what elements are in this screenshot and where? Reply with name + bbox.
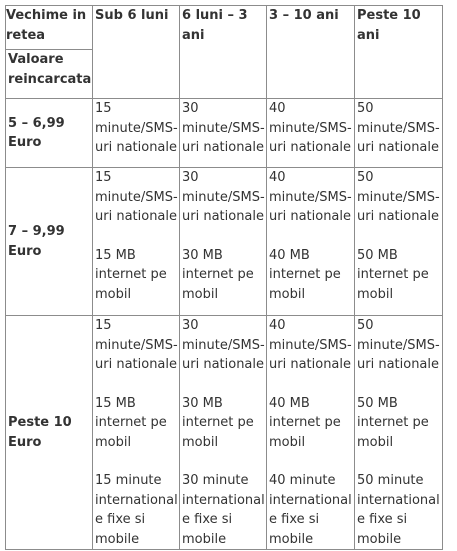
cell-spacer: [95, 452, 179, 471]
cell-line: 50 minute/SMS-uri nationale: [357, 318, 440, 372]
row-label: 5 – 6,99 Euro: [6, 99, 93, 168]
cell-line: 50 minute/SMS-uri nationale: [357, 101, 440, 155]
table-cell: [267, 99, 355, 168]
cell-spacer: [95, 227, 179, 246]
cell-line: 50 minute/SMS-uri nationale: [357, 170, 440, 224]
cell-line: 40 minute internationale fixe si mobile: [269, 473, 352, 547]
cell-line: 15 minute/SMS-uri nationale: [95, 101, 178, 155]
cell-line: 40 minute/SMS-uri nationale: [269, 170, 352, 224]
table-cell: [267, 316, 355, 550]
table-cell: [355, 99, 443, 168]
cell-line: 15 MB internet pe mobil: [95, 247, 167, 302]
cell-spacer: [95, 375, 179, 394]
column-header: 3 – 10 ani: [267, 6, 355, 99]
cell-line: 30 MB internet pe mobil: [182, 247, 254, 302]
cell-line: 30 minute/SMS-uri nationale: [182, 170, 265, 224]
table-cell: [93, 99, 180, 168]
table-cell: [267, 168, 355, 316]
cell-line: 40 minute/SMS-uri nationale: [269, 318, 352, 372]
cell-spacer: [182, 375, 266, 394]
cell-line: 30 minute/SMS-uri nationale: [182, 101, 265, 155]
cell-line: 15 minute/SMS-uri nationale: [95, 170, 178, 224]
cell-spacer: [269, 227, 354, 246]
cell-line: 30 minute internationale fixe si mobile: [182, 473, 265, 547]
table-cell: [180, 168, 267, 316]
cell-spacer: [269, 375, 354, 394]
table-cell: [93, 168, 180, 316]
cell-line: 15 MB internet pe mobil: [95, 395, 167, 450]
cell-line: 30 MB internet pe mobil: [182, 395, 254, 450]
cell-line: 40 MB internet pe mobil: [269, 395, 341, 450]
corner-header-bottom: Valoare reincarcata: [8, 52, 92, 87]
table-cell: [180, 316, 267, 550]
table-cell: [355, 316, 443, 550]
cell-line: 30 minute/SMS-uri nationale: [182, 318, 265, 372]
column-header: Peste 10 ani: [355, 6, 443, 99]
cell-spacer: [357, 375, 442, 394]
cell-line: 50 minute internationale fixe si mobile: [357, 473, 440, 547]
cell-line: 15 minute internationale fixe si mobile: [95, 473, 178, 547]
cell-line: 40 minute/SMS-uri nationale: [269, 101, 352, 155]
column-header: 6 luni – 3 ani: [180, 6, 267, 99]
cell-spacer: [182, 452, 266, 471]
cell-spacer: [269, 452, 354, 471]
table-cell: [180, 99, 267, 168]
cell-spacer: [182, 227, 266, 246]
column-header: Sub 6 luni: [93, 6, 180, 99]
cell-line: 50 MB internet pe mobil: [357, 247, 429, 302]
cell-line: 50 MB internet pe mobil: [357, 395, 429, 450]
bonus-table: [5, 5, 443, 550]
table-cell: [93, 316, 180, 550]
corner-header-top: Vechime in retea: [6, 6, 93, 50]
cell-line: 40 MB internet pe mobil: [269, 247, 341, 302]
table-row: [6, 168, 443, 316]
cell-spacer: [357, 227, 442, 246]
row-label: 7 – 9,99 Euro: [6, 168, 93, 316]
header-row: [6, 6, 443, 99]
cell-line: 15 minute/SMS-uri nationale: [95, 318, 178, 372]
corner-header-cell: [6, 6, 93, 99]
row-label: Peste 10 Euro: [6, 316, 93, 550]
cell-spacer: [357, 452, 442, 471]
table-cell: [355, 168, 443, 316]
table-row: [6, 99, 443, 168]
table-row: [6, 316, 443, 550]
